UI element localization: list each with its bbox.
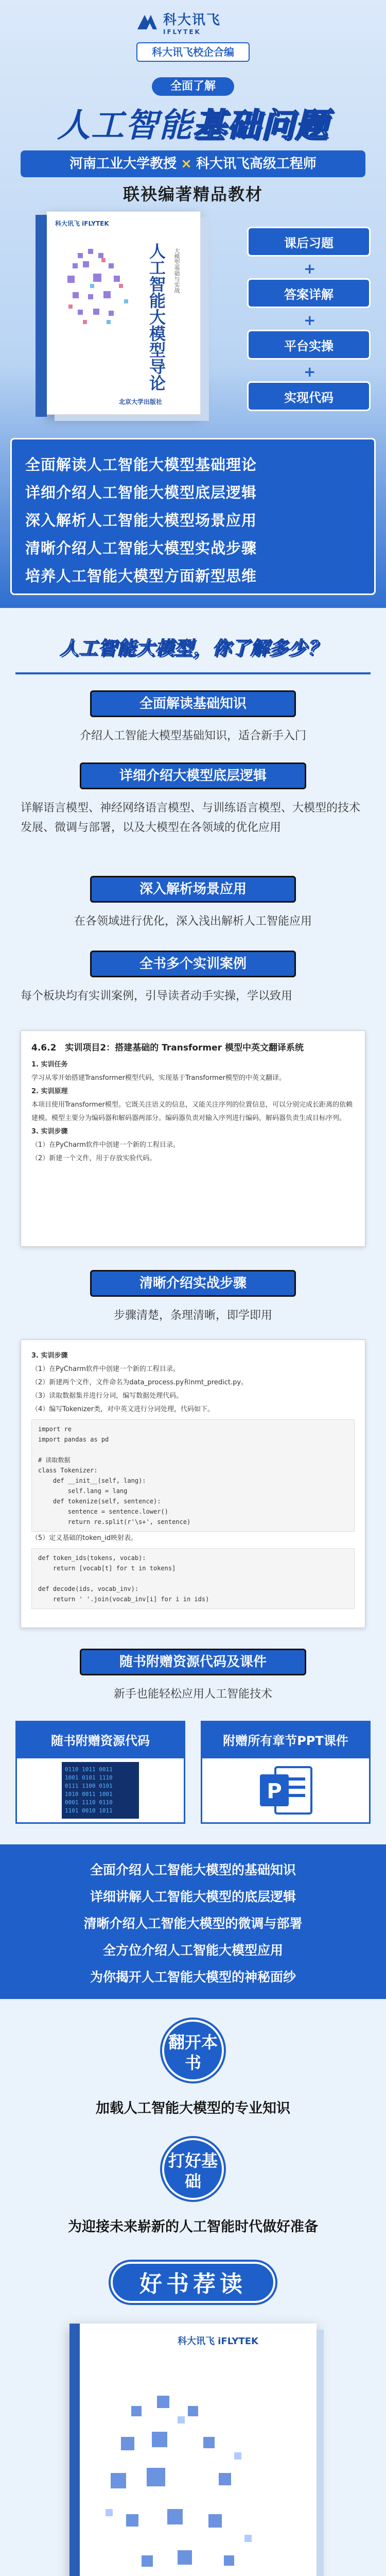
feature-code: 实现代码 <box>247 381 371 411</box>
author-b: 科大讯飞高级工程师 <box>196 156 317 172</box>
author-a: 河南工业大学教授 <box>69 156 177 172</box>
svg-text:1010 0011 1001: 1010 0011 1001 <box>65 1791 113 1798</box>
doc-paragraph: （2）新建两个文件，文件命名为data_process.py和nmt_predict.py。 <box>31 1379 248 1386</box>
book-publisher: 北京大学出版社 <box>119 398 163 405</box>
recommend-book-logo: 科大讯飞 iFLYTEK <box>178 2336 258 2347</box>
feature-exercises: 课后习题 <box>247 227 371 257</box>
doc-paragraph: （3）读取数据集并进行分词，编写数据处理代码。 <box>31 1392 183 1400</box>
authors-bar <box>21 150 365 177</box>
coop-label: 科大讯飞校企合编 <box>136 42 250 62</box>
resource-ppt-card <box>201 1721 371 1824</box>
resource-ppt-label: 附赠所有章节PPT课件 <box>202 1722 369 1758</box>
book-spine <box>36 215 47 417</box>
iflytek-logo-icon <box>135 12 159 32</box>
main-title <box>21 99 365 145</box>
svg-text:0110 1011 0011: 0110 1011 0011 <box>65 1766 113 1773</box>
binary-code-icon <box>62 1762 139 1819</box>
svg-text:P: P <box>267 1780 282 1803</box>
resource-code-label: 随书附赠资源代码 <box>17 1722 184 1758</box>
doc-heading: 4.6.2 实训项目2：搭建基础的 Transformer 模型中英文翻译系统 <box>31 1043 304 1053</box>
question-title: 人工智能大模型，你了解多少？ <box>59 638 326 659</box>
pixel-head-illustration <box>57 243 139 346</box>
hero-point: 培养人工智能大模型方面新型思维 <box>25 567 257 585</box>
summary-line: 全方位介绍人工智能大模型应用 <box>102 1943 283 1958</box>
hero-point: 深入解析人工智能大模型场景应用 <box>25 512 257 529</box>
svg-text:1001 0101 1110: 1001 0101 1110 <box>65 1774 113 1781</box>
feature-platform: 平台实操 <box>247 330 371 360</box>
doc-paragraph: 本项目使用Transformer模型。它既关注语义的信息，又能关注序列的位置信息，可以分别完成长距离的依赖建模。模型主要分为编码器和解码器两部分。编码器负责对输入序列进行编码，解码器负责生成目标序列。 <box>31 1101 353 1122</box>
sample-page-2 <box>21 1340 365 1628</box>
section-head-steps: 清晰介绍实战步骤 <box>90 1270 296 1297</box>
hero-section <box>0 0 386 608</box>
svg-text:0111 1100 0101: 0111 1100 0101 <box>65 1783 113 1789</box>
resource-ppt-body <box>202 1758 369 1822</box>
hero-point: 清晰介绍人工智能大模型实战步骤 <box>25 539 257 557</box>
doc-paragraph: （2）新建一个文件，用于存放实验代码。 <box>31 1155 156 1162</box>
plus-icon: + <box>304 363 316 380</box>
section-text-resources: 新手也能轻松应用人工智能技术 <box>113 1688 272 1701</box>
plus-icon: + <box>304 260 316 277</box>
book-logo: 科大讯飞 iFLYTEK <box>55 220 109 227</box>
summary-band <box>0 1844 386 1999</box>
section-head-scenarios: 深入解析场景应用 <box>90 876 296 903</box>
doc-step: 1. 实训任务 <box>31 1061 68 1069</box>
summary-line: 清晰介绍人工智能大模型的微调与部署 <box>83 1916 303 1931</box>
code-block: import re import pandas as pd # 读取数据 class Tokenizer: def __init__(self, lang): self.lang = lang def tokenize(self, sentence): sentence = sentence.lower() return re.split(r'\s+', sentence) <box>31 1419 355 1532</box>
section-text-basics: 介绍人工智能大模型基础知识，适合新手入门 <box>79 730 306 742</box>
book-cover <box>46 211 201 415</box>
logo-text-en: IFLYTEK <box>163 28 201 36</box>
recommend-book-cover <box>69 2324 317 2576</box>
summary-line: 全面介绍人工智能大模型的基础知识 <box>90 1862 296 1877</box>
plus-icon: + <box>304 312 316 329</box>
kicker-badge: 全面了解 <box>152 77 234 96</box>
doc-step: 3. 实训步骤 <box>31 1352 68 1360</box>
section-head-resources: 随书附赠资源代码及课件 <box>80 1649 306 1675</box>
doc-step: 2. 实训原理 <box>31 1088 68 1095</box>
badge-open-book: 翻开本书 <box>162 2020 224 2081</box>
section-text-scenarios: 在各领域进行优化，深入浅出解析人工智能应用 <box>74 915 312 928</box>
summary-line: 为你揭开人工智能大模型的神秘面纱 <box>90 1970 296 1985</box>
doc-paragraph: （1）在PyCharm软件中创建一个新的工程目录。 <box>31 1365 180 1373</box>
recommend-title: 好书荐读 <box>111 2262 275 2303</box>
badge-foundation-line: 为迎接未来崭新的人工智能时代做好准备 <box>68 2219 318 2235</box>
logo-text-cn: 科大讯飞 <box>163 12 221 28</box>
section-text-steps: 步骤清楚，条理清晰，即学即用 <box>113 1309 272 1322</box>
resource-code-body <box>17 1758 184 1822</box>
pixel-head-illustration <box>90 2385 306 2576</box>
book-subtitle: 大模型基础与实战 <box>173 248 180 293</box>
hero-point: 全面解读人工智能大模型基础理论 <box>25 456 257 473</box>
doc-paragraph: （4）编写Tokenizer类，对中英文进行分词处理，代码如下。 <box>31 1405 215 1413</box>
resource-code-card <box>15 1721 185 1824</box>
hero-point: 详细介绍人工智能大模型底层逻辑 <box>25 484 257 501</box>
title-accent: 基础问题 <box>193 107 329 145</box>
badge-open-book-line: 加载人工智能大模型的专业知识 <box>96 2100 290 2116</box>
section-text-cases: 每个板块均有实训案例，引导读者动手实操，学以致用 <box>21 990 293 1003</box>
svg-text:0001 1110 0110: 0001 1110 0110 <box>65 1799 113 1806</box>
code-block: def token_ids(tokens, vocab): return [vocab[t] for t in tokens] def decode(ids, vocab_inv): return ' '.join(vocab_inv[i] for i in ids) <box>31 1548 355 1609</box>
sample-page-1 <box>21 1030 365 1247</box>
feature-answers: 答案详解 <box>247 278 371 308</box>
book-spine <box>69 2324 80 2576</box>
title-main: 人工智能 <box>57 107 193 145</box>
doc-paragraph: 学习从零开始搭建Transformer模型代码，实现基于Transformer模型的中英文翻译。 <box>31 1074 286 1082</box>
summary-line: 详细讲解人工智能大模型的底层逻辑 <box>90 1889 296 1904</box>
section-head-logic: 详细介绍大模型底层逻辑 <box>80 762 306 789</box>
book-title: 人工智能大模型导论 <box>147 243 166 391</box>
section-text-logic: 详解语言模型、神经网络语言模型、与训练语言模型、大模型的技术发展、微调与部署，以及大模型在各领域的优化应用 <box>21 802 361 834</box>
svg-text:1101 0010 1011: 1101 0010 1011 <box>65 1807 113 1814</box>
divider <box>15 672 371 674</box>
section-head-cases: 全书多个实训案例 <box>90 951 296 977</box>
badge-foundation: 打好基础 <box>162 2138 224 2200</box>
times-icon: × <box>181 156 192 172</box>
hero-points <box>10 438 376 595</box>
united-line: 联袂编著精品教材 <box>122 184 263 204</box>
section-head-basics: 全面解读基础知识 <box>90 690 296 717</box>
doc-paragraph: （5）定义基础的token_id映射表。 <box>31 1534 137 1542</box>
doc-paragraph: （1）在PyCharm软件中创建一个新的工程目录。 <box>31 1141 180 1149</box>
brand-logo <box>135 9 251 35</box>
powerpoint-icon <box>255 1762 317 1819</box>
doc-step: 3. 实训步骤 <box>31 1128 68 1136</box>
